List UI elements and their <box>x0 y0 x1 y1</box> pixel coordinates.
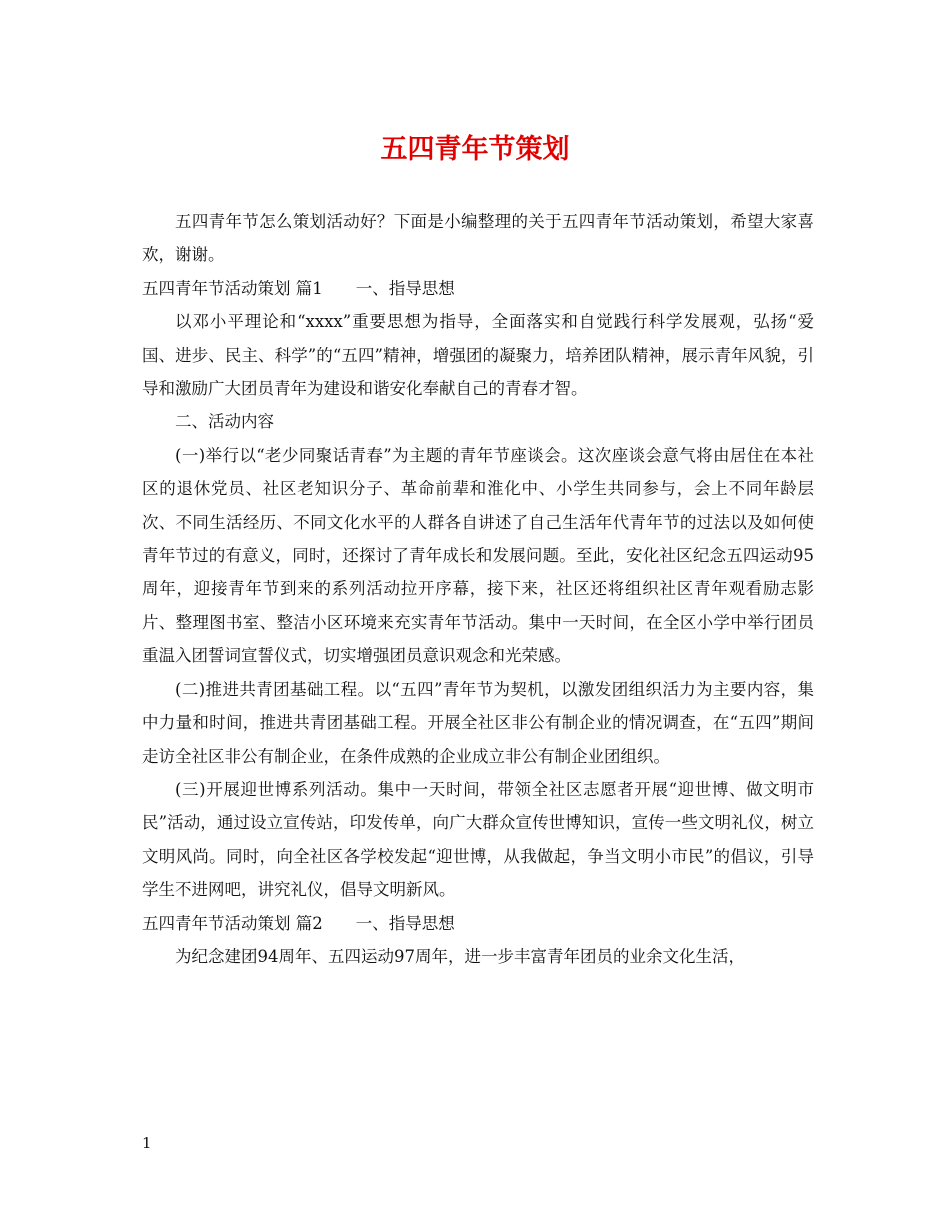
paragraph: (三)开展迎世博系列活动。集中一天时间，带领全社区志愿者开展“迎世博、做文明市民”活动，通过设立宣传站，印发传单，向广大群众宣传世博知识，宣传一些文明礼仪，树立文明风尚。同时，向全社区各学校发起“迎世博，从我做起，争当文明小市民”的倡议，引导学生不进网吧，讲究礼仪，倡导文明新风。 <box>142 779 814 900</box>
section-heading: 五四青年节活动策划 篇2 一、指导思想 <box>142 913 455 933</box>
document-title: 五四青年节策划 <box>380 134 570 165</box>
paragraph: 五四青年节怎么策划活动好？下面是小编整理的关于五四青年节活动策划，希望大家喜欢，谢谢。 <box>142 212 814 265</box>
paragraph: 以邓小平理论和“xxxx”重要思想为指导，全面落实和自觉践行科学发展观，弘扬“爱国、进步、民主、科学”的“五四”精神，增强团的凝聚力，培养团队精神，展示青年风貌，引导和激励广大团员青年为建设和谐安化奉献自己的青春才智。 <box>142 312 814 399</box>
paragraph: (二)推进共青团基础工程。以“五四”青年节为契机，以激发团组织活力为主要内容，集中力量和时间，推进共青团基础工程。开展全社区非公有制企业的情况调查，在“五四”期间走访全社区非公有制企业，在条件成熟的企业成立非公有制企业团组织。 <box>142 679 814 766</box>
section-heading: 五四青年节活动策划 篇1 一、指导思想 <box>142 278 455 298</box>
paragraph: (一)举行以“老少同聚话青春”为主题的青年节座谈会。这次座谈会意气将由居住在本社区的退休党员、社区老知识分子、革命前辈和淮化中、小学生共同参与，会上不同年龄层次、不同生活经历、不同文化水平的人群各自讲述了自己生活年代青年节的过法以及如何使青年节过的有意义，同时，还探讨了青年成长和发展问题。至此，安化社区纪念五四运动95周年，迎接青年节到来的系列活动拉开序幕，接下来，社区还将组织社区青年观看励志影片、整理图书室、整洁小区环境来充实青年节活动。集中一天时间，在全区小学中举行团员重温入团誓词宣誓仪式，切实增强团员意识观念和光荣感。 <box>142 445 814 666</box>
document-body <box>142 205 814 973</box>
paragraph: 二、活动内容 <box>175 412 274 432</box>
page-number: 1 <box>142 1134 152 1152</box>
paragraph: 为纪念建团94周年、五四运动97周年，进一步丰富青年团员的业余文化生活， <box>175 946 745 966</box>
